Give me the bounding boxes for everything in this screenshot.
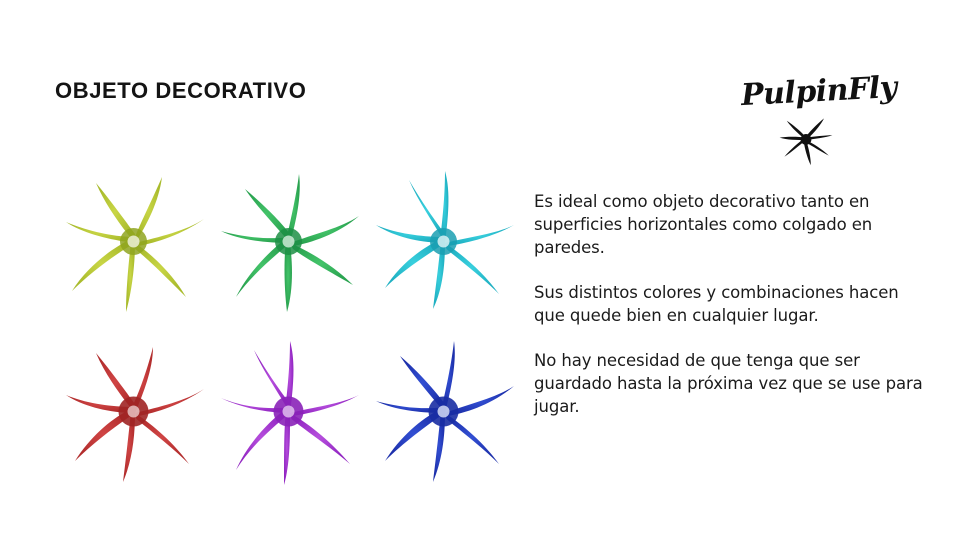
product-star-2[interactable] [215, 168, 365, 318]
brand-wordmark: PulpinFly [740, 70, 898, 114]
pulpin-star-icon [774, 110, 838, 170]
product-star-4[interactable] [60, 338, 210, 488]
description-paragraph-3: No hay necesidad de que tenga que ser guardado hasta la próxima vez que se use para jugar. [534, 351, 923, 416]
description-paragraph-1: Es ideal como objeto decorativo tanto en superficies horizontales como colgado en paredes. [534, 192, 873, 257]
product-star-5[interactable] [215, 338, 365, 488]
description-text-block [534, 190, 934, 418]
product-star-3[interactable] [370, 168, 520, 318]
product-star-1[interactable] [60, 168, 210, 318]
product-grid [40, 168, 510, 488]
product-star-6[interactable] [370, 338, 520, 488]
description-paragraph-2: Sus distintos colores y combinaciones hacen que quede bien en cualquier lugar. [534, 283, 899, 325]
page-title: OBJETO DECORATIVO [55, 78, 307, 103]
brand-logo [696, 70, 896, 170]
